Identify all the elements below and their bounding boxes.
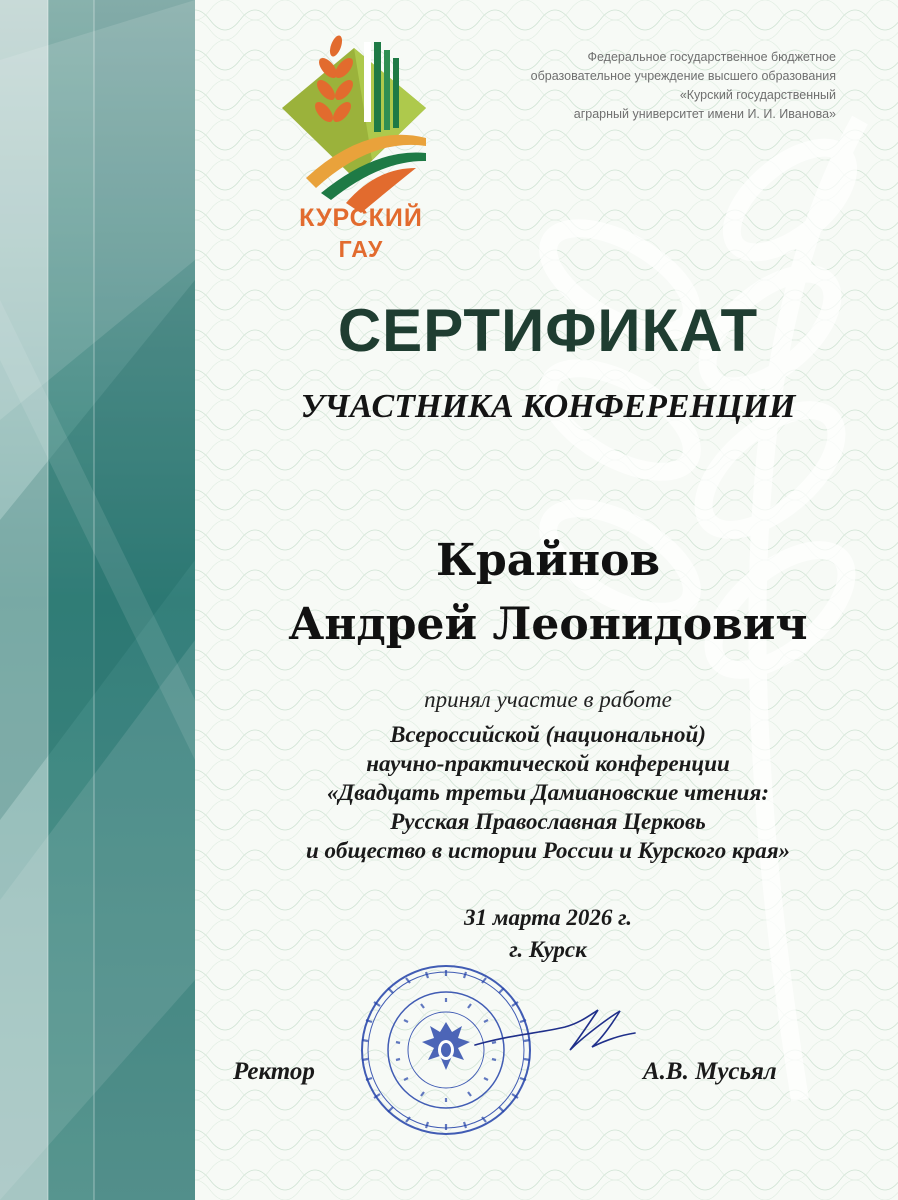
organization-line: «Курский государственный [679, 88, 836, 102]
conference-line: Всероссийской (национальной) [390, 722, 706, 747]
conference-line: и общество в истории России и Курского края» [305, 838, 791, 863]
signatory-role: Ректор [233, 1058, 315, 1085]
organization-line: Федеральное государственное бюджетное [587, 50, 836, 64]
decorative-sidebar [0, 0, 195, 1200]
conference-line: научно-практической конференции [366, 751, 730, 776]
logo-brand-line1: КУРСКИЙ [299, 204, 423, 232]
conference-line: «Двадцать третьи Дамиановские чтения: [327, 780, 769, 805]
signatory-name: А.В. Мусьял [643, 1058, 777, 1085]
participation-text: принял участие в работе [424, 687, 672, 712]
organization-line: аграрный университет имени И. И. Иванова» [573, 107, 836, 121]
conference-line: Русская Православная Церковь [390, 809, 706, 834]
certificate-subtitle: УЧАСТНИКА КОНФЕРЕНЦИИ [300, 388, 796, 425]
conference-description [198, 720, 898, 865]
organization-name [531, 48, 836, 124]
conference-date: 31 марта 2026 г. [463, 905, 633, 930]
certificate-title: СЕРТИФИКАТ [337, 297, 759, 364]
recipient-given-names: Андрей Леонидович [288, 599, 808, 650]
conference-city: г. Курск [509, 937, 587, 962]
rector-signature-icon [470, 1005, 640, 1065]
recipient-surname: Крайнов [435, 535, 661, 586]
logo-brand-line2: ГАУ [338, 236, 384, 262]
organization-line: образовательное учреждение высшего образования [530, 69, 836, 83]
